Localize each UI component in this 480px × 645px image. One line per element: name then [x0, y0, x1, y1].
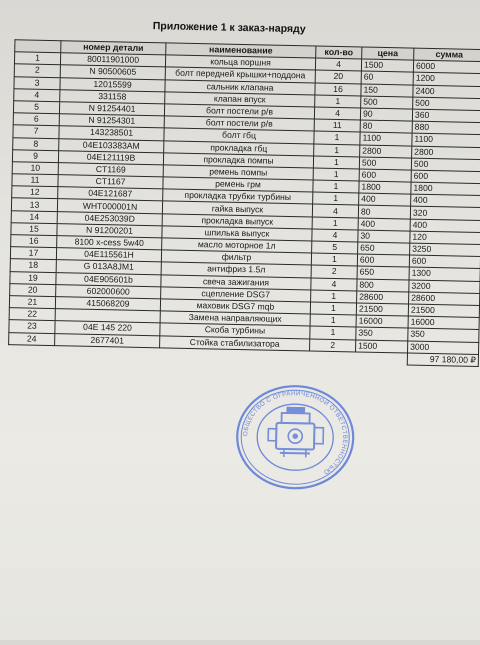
part-number: 04E121687 — [58, 187, 163, 201]
row-number: 14 — [11, 210, 57, 223]
row-number: 12 — [12, 186, 58, 199]
row-number: 8 — [13, 137, 59, 150]
header-sum: сумма — [414, 48, 480, 62]
line-sum: 3000 — [408, 341, 479, 355]
unit-price: 400 — [358, 218, 410, 231]
quantity: 16 — [315, 83, 361, 96]
item-name: ремень помпы — [163, 165, 313, 180]
part-number: 04E253039D — [57, 211, 162, 225]
quantity: 1 — [314, 131, 360, 144]
line-sum: 600 — [409, 255, 480, 269]
line-sum: 400 — [411, 194, 480, 208]
line-sum: 350 — [408, 328, 479, 342]
row-number: 10 — [12, 162, 58, 175]
unit-price: 1500 — [361, 59, 413, 72]
header-part-number: номер детали — [61, 41, 166, 55]
quantity: 1 — [313, 168, 359, 181]
quantity: 1 — [312, 217, 358, 230]
unit-price: 28600 — [357, 291, 409, 304]
unit-price: 150 — [361, 84, 413, 97]
row-number: 18 — [10, 259, 56, 272]
item-name: ремень грм — [163, 177, 313, 192]
row-number: 7 — [13, 125, 59, 138]
part-number: 04E103383AM — [59, 138, 164, 152]
quantity: 1 — [311, 290, 357, 303]
quantity: 1 — [315, 95, 361, 108]
row-number: 9 — [12, 149, 58, 162]
item-name: болт постели р/в — [164, 104, 314, 119]
row-number: 19 — [10, 271, 56, 284]
item-name: антифриз 1.5л — [161, 262, 311, 277]
row-number: 6 — [13, 113, 59, 126]
part-number: CT1169 — [58, 163, 163, 177]
part-number: G 013A8JM1 — [56, 260, 161, 274]
quantity: 4 — [315, 58, 361, 71]
line-sum: 1100 — [412, 133, 480, 147]
part-number: WHT000001N — [57, 199, 162, 213]
part-number: 12015599 — [60, 77, 165, 91]
unit-price: 21500 — [356, 303, 408, 316]
part-number: CT1167 — [58, 175, 163, 189]
header-name: наименование — [166, 43, 316, 58]
line-sum: 1800 — [411, 182, 480, 196]
item-name: кольца поршня — [165, 55, 315, 70]
unit-price: 90 — [360, 108, 412, 121]
row-number: 1 — [14, 52, 60, 65]
quantity: 1 — [310, 302, 356, 315]
document-title: Приложение 1 к заказ-наряду — [153, 20, 353, 36]
part-number: 04E905601b — [56, 272, 161, 286]
row-number: 13 — [11, 198, 57, 211]
row-number: 16 — [11, 235, 57, 248]
part-number: N 91254301 — [59, 114, 164, 128]
line-sum: 500 — [411, 158, 480, 172]
item-name: прокладка помпы — [163, 153, 313, 168]
quantity: 1 — [313, 180, 359, 193]
part-number: 2677401 — [55, 333, 160, 347]
item-name: болт постели р/в — [164, 116, 314, 131]
unit-price: 400 — [359, 193, 411, 206]
row-number: 22 — [9, 308, 55, 321]
line-sum: 21500 — [408, 304, 479, 318]
line-sum: 3200 — [409, 280, 480, 294]
line-sum: 2800 — [412, 146, 480, 160]
item-name: шпилька выпуск — [162, 226, 312, 241]
unit-price: 80 — [358, 205, 410, 218]
part-number: N 91254401 — [59, 102, 164, 116]
row-number: 3 — [14, 76, 60, 89]
unit-price: 80 — [360, 120, 412, 133]
row-number: 21 — [9, 296, 55, 309]
line-sum: 3250 — [410, 243, 480, 257]
item-name: прокладка трубки турбины — [163, 189, 313, 204]
part-number: 331158 — [60, 89, 165, 103]
part-number: N 91200201 — [57, 223, 162, 237]
item-name: болт гбц — [164, 128, 314, 143]
quantity: 4 — [311, 278, 357, 291]
line-sum: 360 — [412, 109, 480, 123]
header-num — [15, 40, 61, 53]
quantity: 4 — [314, 107, 360, 120]
line-sum: 1200 — [413, 72, 480, 86]
unit-price: 16000 — [356, 315, 408, 328]
unit-price: 2800 — [360, 144, 412, 157]
unit-price: 600 — [359, 169, 411, 182]
unit-price: 30 — [358, 230, 410, 243]
quantity: 1 — [310, 314, 356, 327]
quantity: 1 — [310, 326, 356, 339]
quantity: 1 — [314, 144, 360, 157]
part-number: N 90500605 — [60, 65, 165, 79]
line-sum: 880 — [412, 121, 480, 135]
row-number: 4 — [14, 88, 60, 101]
row-number: 20 — [10, 283, 56, 296]
line-sum: 320 — [410, 206, 480, 220]
engine-icon — [268, 407, 324, 458]
quantity: 4 — [312, 204, 358, 217]
unit-price: 1800 — [359, 181, 411, 194]
quantity: 1 — [313, 156, 359, 169]
item-name: сцепление DSG7 — [161, 287, 311, 302]
item-name: Замена направляющих — [160, 311, 310, 326]
part-number: 04E 145 220 — [55, 321, 160, 335]
quantity: 1 — [313, 192, 359, 205]
item-name: фильтр — [161, 250, 311, 265]
item-name: прокладка выпуск — [162, 213, 312, 228]
unit-price: 500 — [359, 157, 411, 170]
row-number: 23 — [9, 320, 55, 333]
line-sum: 120 — [410, 231, 480, 245]
item-name: маховик DSG7 mqb — [160, 299, 310, 314]
item-name: прокладка гбц — [164, 140, 314, 155]
line-sum: 2400 — [413, 85, 480, 99]
part-number: 04E115561H — [56, 248, 161, 262]
unit-price: 350 — [356, 327, 408, 340]
quantity: 11 — [314, 119, 360, 132]
item-name: свеча зажигания — [161, 274, 311, 289]
header-price: цена — [362, 47, 414, 60]
unit-price: 60 — [361, 71, 413, 84]
quantity: 2 — [311, 265, 357, 278]
line-sum: 1300 — [409, 267, 480, 281]
item-name: болт передней крышки+поддона — [165, 67, 315, 82]
row-number: 15 — [11, 223, 57, 236]
quantity: 20 — [315, 70, 361, 83]
company-stamp — [233, 382, 357, 493]
quantity: 2 — [310, 338, 356, 351]
header-qty: кол-во — [316, 46, 362, 59]
unit-price: 600 — [357, 254, 409, 267]
line-sum: 500 — [413, 97, 480, 111]
item-name: Скоба турбины — [160, 323, 310, 338]
unit-price: 1100 — [360, 132, 412, 145]
item-name: Стойка стабилизатора — [160, 335, 310, 350]
item-name: гайка выпуск — [162, 201, 312, 216]
unit-price: 500 — [361, 96, 413, 109]
quantity: 4 — [312, 229, 358, 242]
part-number: 80011901000 — [60, 53, 165, 67]
item-name: масло моторное 1л — [162, 238, 312, 253]
part-number: 415068209 — [55, 297, 160, 311]
part-number: 143238501 — [59, 126, 164, 140]
row-number: 24 — [9, 332, 55, 345]
quantity: 1 — [311, 253, 357, 266]
total-amount: 97 180,00 ₽ — [407, 353, 478, 367]
quantity: 5 — [312, 241, 358, 254]
line-sum: 16000 — [408, 316, 479, 330]
part-number: 8100 x-cess 5w40 — [57, 236, 162, 250]
unit-price: 1500 — [356, 339, 408, 352]
line-sum: 600 — [411, 170, 480, 184]
row-number: 5 — [13, 101, 59, 114]
unit-price: 650 — [358, 242, 410, 255]
unit-price: 800 — [357, 279, 409, 292]
item-name: сальник клапана — [165, 79, 315, 94]
part-number: 602000600 — [56, 284, 161, 298]
row-number: 2 — [14, 64, 60, 77]
row-number: 17 — [10, 247, 56, 260]
line-sum: 6000 — [413, 60, 480, 74]
part-number: 04E121119B — [58, 150, 163, 164]
line-sum: 28600 — [409, 292, 480, 306]
item-name: клапан впуск — [165, 92, 315, 107]
stamp-outer-text: ОБЩЕСТВО С ОГРАНИЧЕННОЙ ОТВЕТСТВЕННОСТЬЮ — [241, 389, 349, 476]
line-sum: 400 — [410, 219, 480, 233]
order-table — [8, 39, 480, 367]
unit-price: 650 — [357, 266, 409, 279]
row-number: 11 — [12, 174, 58, 187]
